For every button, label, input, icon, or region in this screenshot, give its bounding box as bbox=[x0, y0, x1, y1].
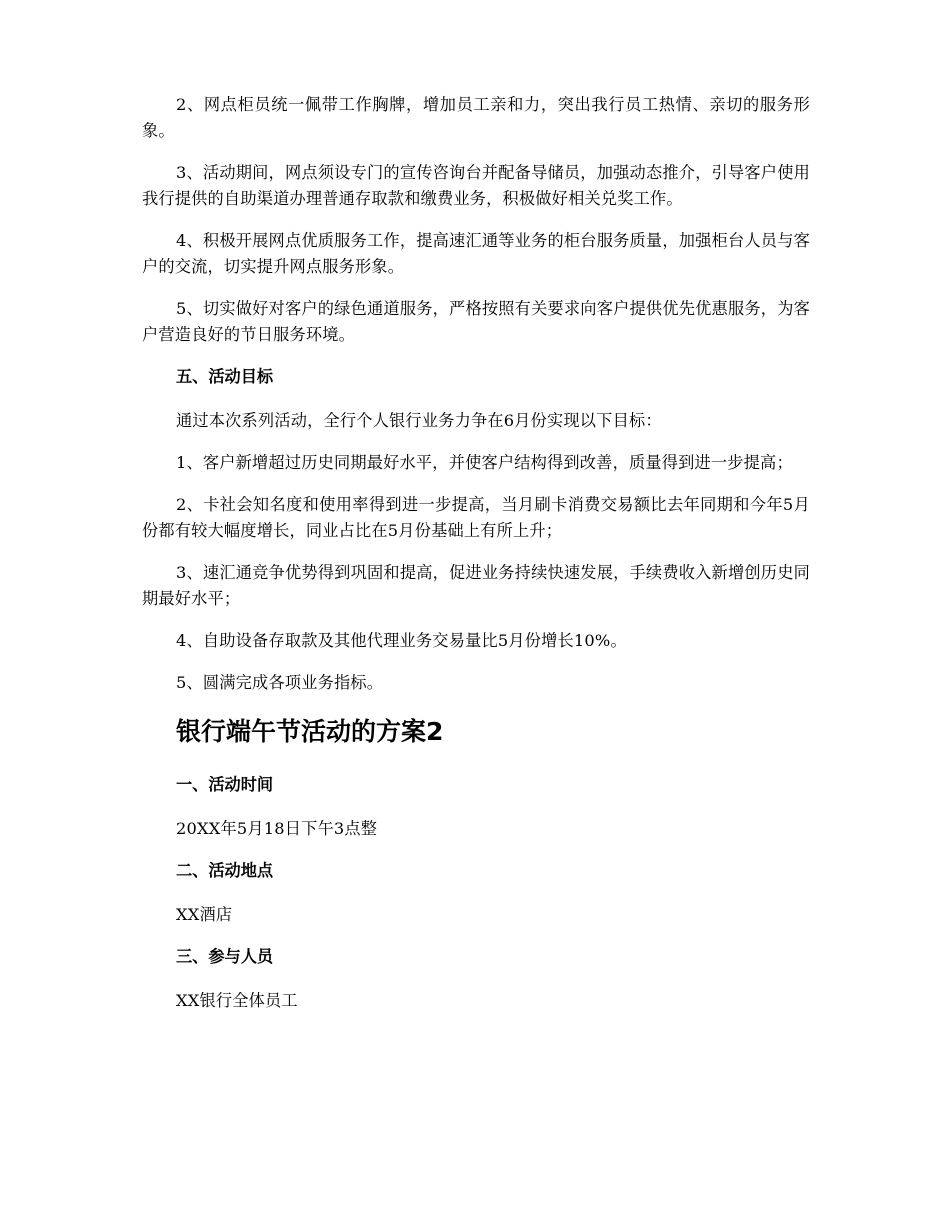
goals-intro: 通过本次系列活动，全行个人银行业务力争在6月份实现以下目标： bbox=[176, 411, 662, 430]
goal-item-4: 4、自助设备存取款及其他代理业务交易量比5月份增长10%。 bbox=[176, 631, 627, 650]
activity-time: 20XX年5月18日下午3点整 bbox=[176, 819, 378, 838]
section-heading-time: 一、活动时间 bbox=[176, 775, 274, 794]
activity-participants: XX银行全体员工 bbox=[176, 991, 298, 1010]
section-heading-place: 二、活动地点 bbox=[176, 861, 274, 880]
plan-2-title: 银行端午节活动的方案2 bbox=[176, 717, 444, 746]
paragraph-item-2: 2、网点柜员统一佩带工作胸牌，增加员工亲和力，突出我行员工热情、亲切的服务形象。 bbox=[142, 95, 810, 140]
activity-place: XX酒店 bbox=[176, 905, 233, 924]
goal-item-1: 1、客户新增超过历史同期最好水平，并使客户结构得到改善，质量得到进一步提高； bbox=[176, 453, 793, 472]
goal-item-5: 5、圆满完成各项业务指标。 bbox=[176, 673, 384, 692]
section-heading-participants: 三、参与人员 bbox=[176, 947, 274, 966]
section-heading-goals: 五、活动目标 bbox=[176, 367, 274, 386]
paragraph-item-4: 4、积极开展网点优质服务工作，提高速汇通等业务的柜台服务质量，加强柜台人员与客户的交流，切实提升网点服务形象。 bbox=[142, 231, 810, 276]
goal-item-3: 3、速汇通竞争优势得到巩固和提高，促进业务持续快速发展，手续费收入新增创历史同期最好水平； bbox=[142, 563, 810, 608]
paragraph-item-3: 3、活动期间，网点须设专门的宣传咨询台并配备导储员，加强动态推介，引导客户使用我行提供的自助渠道办理普通存取款和缴费业务，积极做好相关兑奖工作。 bbox=[142, 163, 810, 208]
paragraph-item-5: 5、切实做好对客户的绿色通道服务，严格按照有关要求向客户提供优先优惠服务，为客户营造良好的节日服务环境。 bbox=[142, 299, 810, 344]
goal-item-2: 2、卡社会知名度和使用率得到进一步提高，当月刷卡消费交易额比去年同期和今年5月份都有较大幅度增长，同业占比在5月份基础上有所上升； bbox=[142, 495, 810, 540]
document-body bbox=[142, 92, 810, 1030]
